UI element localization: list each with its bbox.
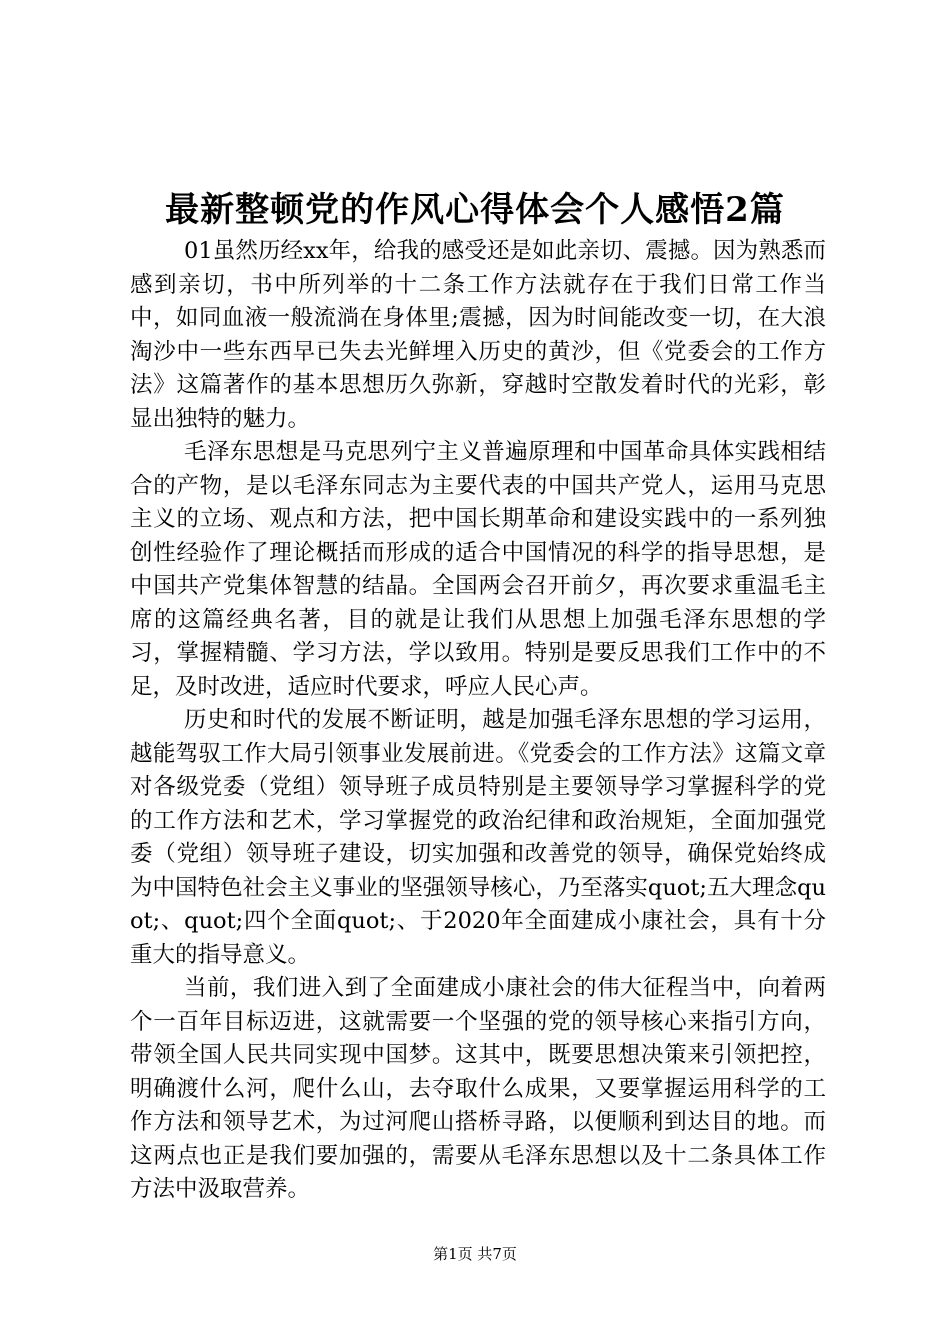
document-body <box>130 235 826 1207</box>
document-title: 最新整顿党的作风心得体会个人感悟2篇 <box>165 190 785 230</box>
paragraph-2: 毛泽东思想是马克思列宁主义普遍原理和中国革命具体实践相结合的产物，是以毛泽东同志为主要代表的中国共产党人，运用马克思主义的立场、观点和方法，把中国长期革命和建设实践中的一系列独创性经验作了理论概括而形成的适合中国情况的科学的指导思想，是中国共产党集体智慧的结晶。全国两会召开前夕，再次要求重温毛主席的这篇经典名著，目的就是让我们从思想上加强毛泽东思想的学习，掌握精髓、学习方法，学以致用。特别是要反思我们工作中的不足，及时改进，适应时代要求，呼应人民心声。 <box>130 439 826 700</box>
paragraph-4: 当前，我们进入到了全面建成小康社会的伟大征程当中，向着两个一百年目标迈进，这就需要一个坚强的党的领导核心来指引方向，带领全国人民共同实现中国梦。这其中，既要思想决策来引领把控，明确渡什么河，爬什么山，去夺取什么成果，又要掌握运用科学的工作方法和领导艺术，为过河爬山搭桥寻路，以便顺利到达目的地。而这两点也正是我们要加强的，需要从毛泽东思想以及十二条具体工作方法中汲取营养。 <box>130 975 826 1202</box>
paragraph-3: 历史和时代的发展不断证明，越是加强毛泽东思想的学习运用，越能驾驭工作大局引领事业发展前进。《党委会的工作方法》这篇文章对各级党委（党组）领导班子成员特别是主要领导学习掌握科学的党的工作方法和艺术，学习掌握党的政治纪律和政治规矩，全面加强党委（党组）领导班子建设，切实加强和改善党的领导，确保党始终成为中国特色社会主义事业的坚强领导核心，乃至落实quot;五大理念quot;、quot;四个全面quot;、于2020年全面建成小康社会，具有十分重大的指导意义。 <box>130 707 826 968</box>
page-footer: 第1页 共7页 <box>433 1245 517 1263</box>
paragraph-1: 01虽然历经xx年，给我的感受还是如此亲切、震撼。因为熟悉而感到亲切，书中所列举的十二条工作方法就存在于我们日常工作当中，如同血液一般流淌在身体里;震撼，因为时间能改变一切，在大浪淘沙中一些东西早已失去光鲜埋入历史的黄沙，但《党委会的工作方法》这篇著作的基本思想历久弥新，穿越时空散发着时代的光彩，彰显出独特的魅力。 <box>130 238 826 432</box>
